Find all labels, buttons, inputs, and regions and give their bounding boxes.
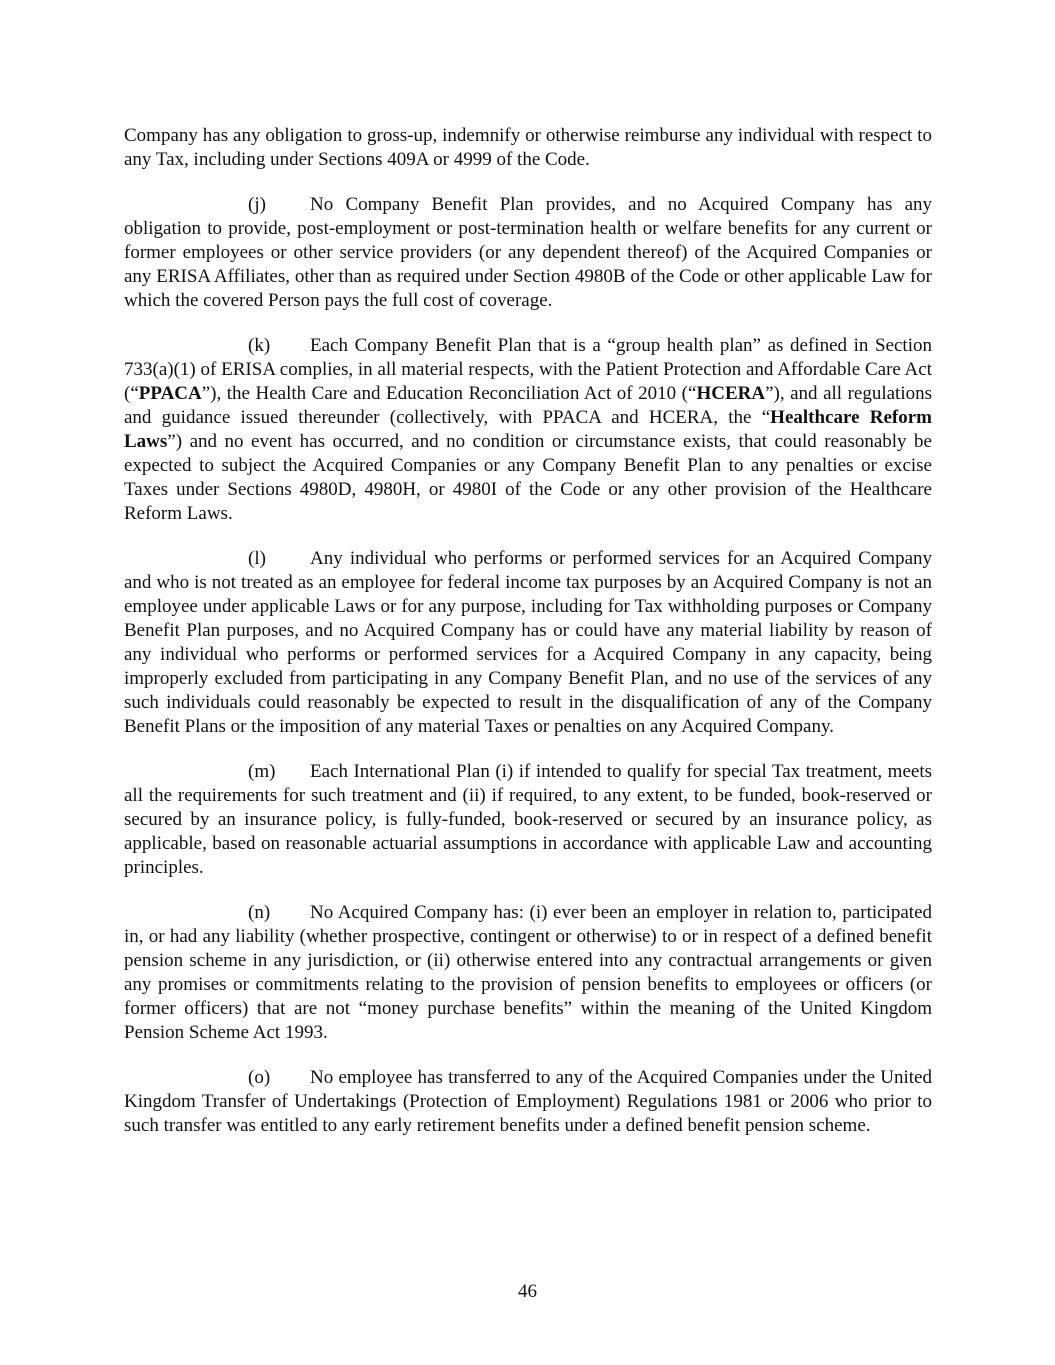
paragraph-l (124, 547, 932, 739)
paragraph-m (124, 760, 932, 880)
paragraph-marker: (n) (248, 902, 271, 923)
paragraph-text: ”), and all regulations and guidance issued thereunder (collectively, with PPACA and HCERA, the “ (124, 383, 933, 428)
paragraph-j (124, 193, 932, 313)
paragraph-marker: (k) (248, 335, 271, 356)
paragraph-n (124, 901, 932, 1045)
defined-term: Healthcare Reform Laws (124, 407, 933, 452)
paragraph-text: No Acquired Company has: (i) ever been an employer in relation to, participated in, or had any liability (whether prospective, contingent or otherwise) to or in respect of a defined benefit pension scheme in any jurisdiction, or (ii) otherwise entered into any contractual arrangements or given any promises or commitments relating to the provision of pension benefits to employees or officers (or former officers) that are not “money purchase benefits” within the meaning of the United Kingdom Pension Scheme Act 1993. (124, 902, 932, 1043)
paragraph-k (124, 334, 932, 526)
paragraph-text: Each Company Benefit Plan that is a “group health plan” as defined in Section 733(a)(1) of ERISA complies, in all material respects, with the Patient Protection and Affordable Care Act (“ (124, 335, 932, 404)
paragraph-text: Company has any obligation to gross-up, indemnify or otherwise reimburse any individual with respect to any Tax, including under Sections 409A or 4999 of the Code. (124, 125, 932, 170)
defined-term: HCERA (696, 383, 766, 404)
document-body (124, 124, 932, 1138)
paragraph-text: No Company Benefit Plan provides, and no Acquired Company has any obligation to provide, post-employment or post-termination health or welfare benefits for any current or former employees or other service providers (or any dependent thereof) of the Acquired Companies or any ERISA Affiliates, other than as required under Section 4980B of the Code or other applicable Law for which the covered Person pays the full cost of coverage. (124, 194, 932, 311)
paragraph-text: Any individual who performs or performed services for an Acquired Company and who is not treated as an employee for federal income tax purposes by an Acquired Company is not an employee under applicable Laws or for any purpose, including for Tax withholding purposes or Company Benefit Plan purposes, and no Acquired Company has or could have any material liability by reason of any individual who performs or performed services for a Acquired Company in any capacity, being improperly excluded from participating in any Company Benefit Plan, and no use of the services of any such individuals could reasonably be expected to result in the disqualification of any of the Company Benefit Plans or the imposition of any material Taxes or penalties on any Acquired Company. (124, 548, 932, 737)
page-number: 46 (518, 1281, 537, 1302)
paragraph-text: ”), the Health Care and Education Reconciliation Act of 2010 (“ (201, 383, 697, 404)
defined-term: PPACA (138, 383, 202, 404)
paragraph-marker: (o) (248, 1067, 271, 1088)
paragraph-marker: (m) (248, 761, 276, 782)
paragraph-text: ”) and no event has occurred, and no condition or circumstance exists, that could reasonably be expected to subject the Acquired Companies or any Company Benefit Plan to any penalties or excise Taxes under Sections 4980D, 4980H, or 4980I of the Code or any other provision of the Healthcare Reform Laws. (124, 431, 932, 524)
paragraph-o (124, 1066, 932, 1138)
paragraph-marker: (j) (248, 194, 266, 215)
document-page (124, 124, 932, 1159)
paragraph-text: Each International Plan (i) if intended to qualify for special Tax treatment, meets all the requirements for such treatment and (ii) if required, to any extent, to be funded, book-reserved or secured by an insurance policy, is fully-funded, book-reserved or secured by an insurance policy, as applicable, based on reasonable actuarial assumptions in accordance with applicable Law and accounting principles. (124, 761, 932, 878)
paragraph-marker: (l) (248, 548, 266, 569)
paragraph-text: No employee has transferred to any of the Acquired Companies under the United Kingdom Transfer of Undertakings (Protection of Employment) Regulations 1981 or 2006 who prior to such transfer was entitled to any early retirement benefits under a defined benefit pension scheme. (124, 1067, 932, 1136)
paragraph-continued (124, 124, 932, 172)
